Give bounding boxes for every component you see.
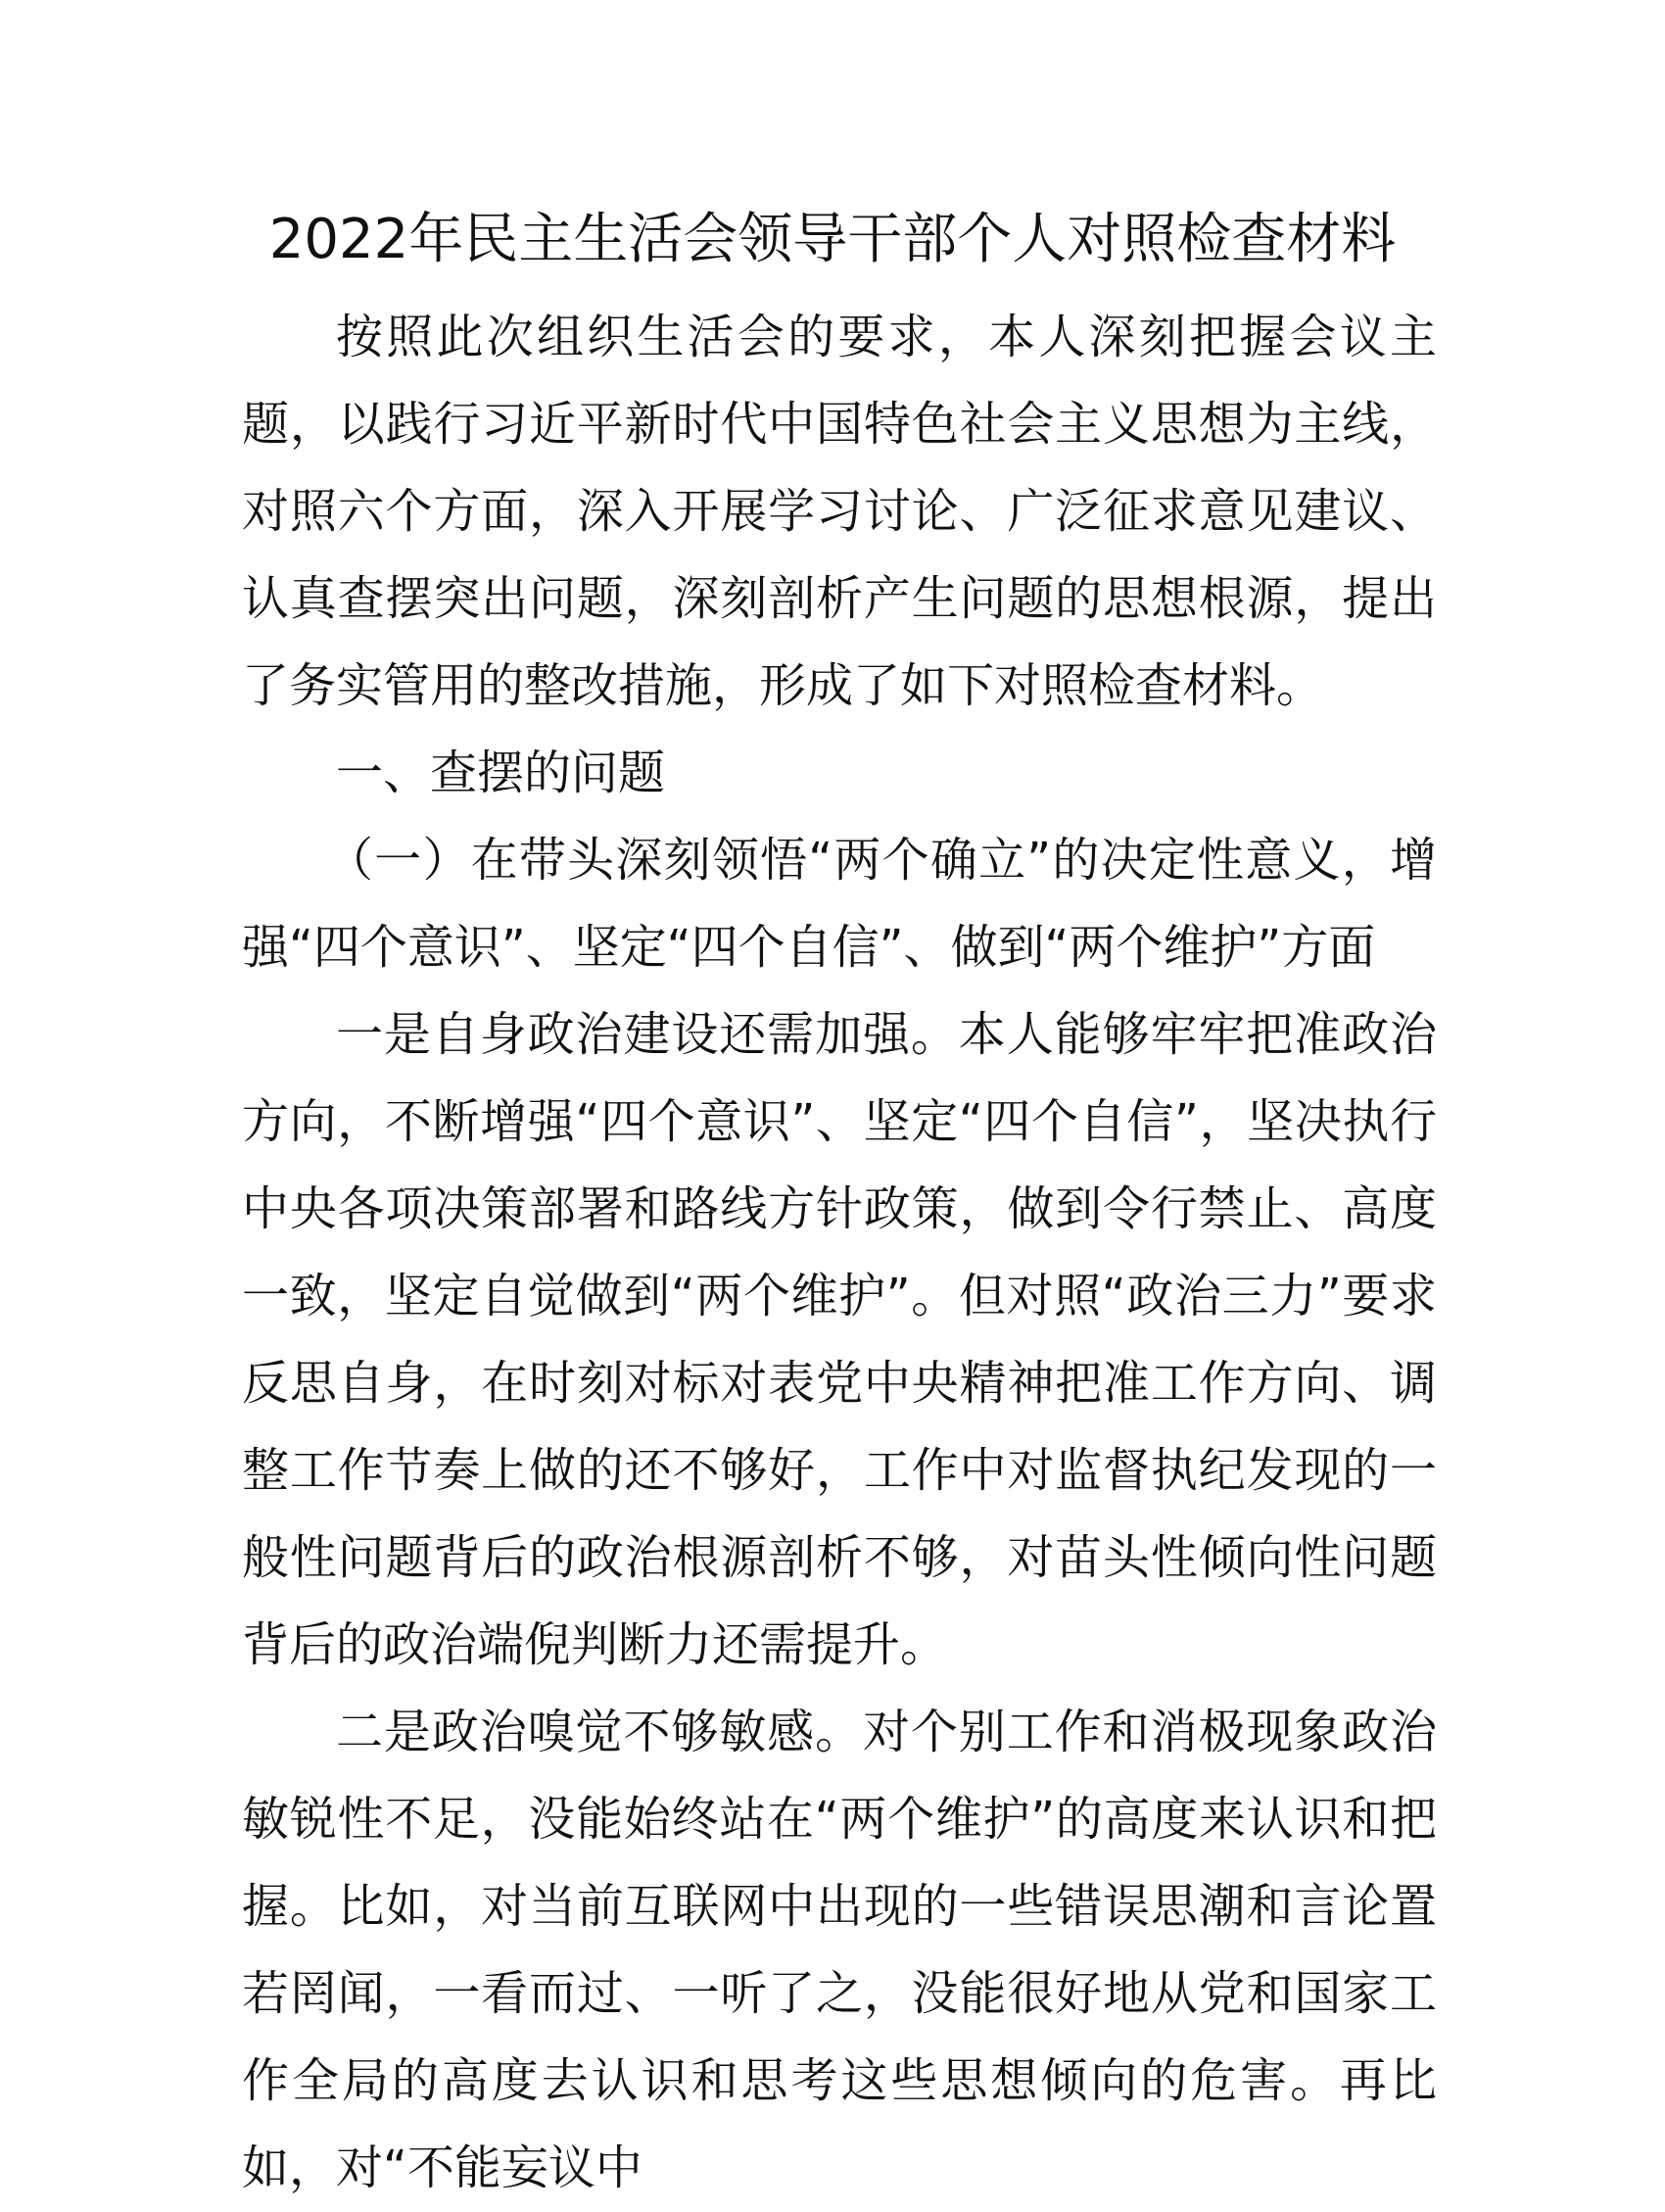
document-title: 2022年民主生活会领导干部个人对照检查材料 — [268, 208, 1397, 271]
section-heading: 一、查摆的问题 — [336, 745, 666, 800]
intro-paragraph: 按照此次组织生活会的要求，本人深刻把握会议主题，以践行习近平新时代中国特色社会主义思想为主线，对照六个方面，深入开展学习讨论、广泛征求意见建议、认真查摆突出问题，深刻剖析产生问题的思想根源，提出了务实管用的整改措施，形成了如下对照检查材料。 — [242, 310, 1437, 713]
document-body — [242, 294, 1437, 2212]
body-paragraph: 一是自身政治建设还需加强。本人能够牢牢把准政治方向，不断增强“四个意识”、坚定“四个自信”，坚决执行中央各项决策部署和路线方针政策，做到令行禁止、高度一致，坚定自觉做到“两个维护”。但对照“政治三力”要求反思自身，在时刻对标对表党中央精神把准工作方向、调整工作节奏上做的还不够好，工作中对监督执纪发现的一般性问题背后的政治根源剖析不够，对苗头性倾向性问题背后的政治端倪判断力还需提升。 — [242, 1007, 1437, 1672]
subsection-heading: （一）在带头深刻领悟“两个确立”的决定性意义，增强“四个意识”、坚定“四个自信”、做到“两个维护”方面 — [242, 833, 1437, 975]
body-paragraph: 二是政治嗅觉不够敏感。对个别工作和消极现象政治敏锐性不足，没能始终站在“两个维护”的高度来认识和把握。比如，对当前互联网中出现的一些错误思潮和言论置若罔闻，一看而过、一听了之，没能很好地从党和国家工作全局的高度去认识和思考这些思想倾向的危害。再比如，对“不能妄议中 — [242, 1705, 1437, 2195]
